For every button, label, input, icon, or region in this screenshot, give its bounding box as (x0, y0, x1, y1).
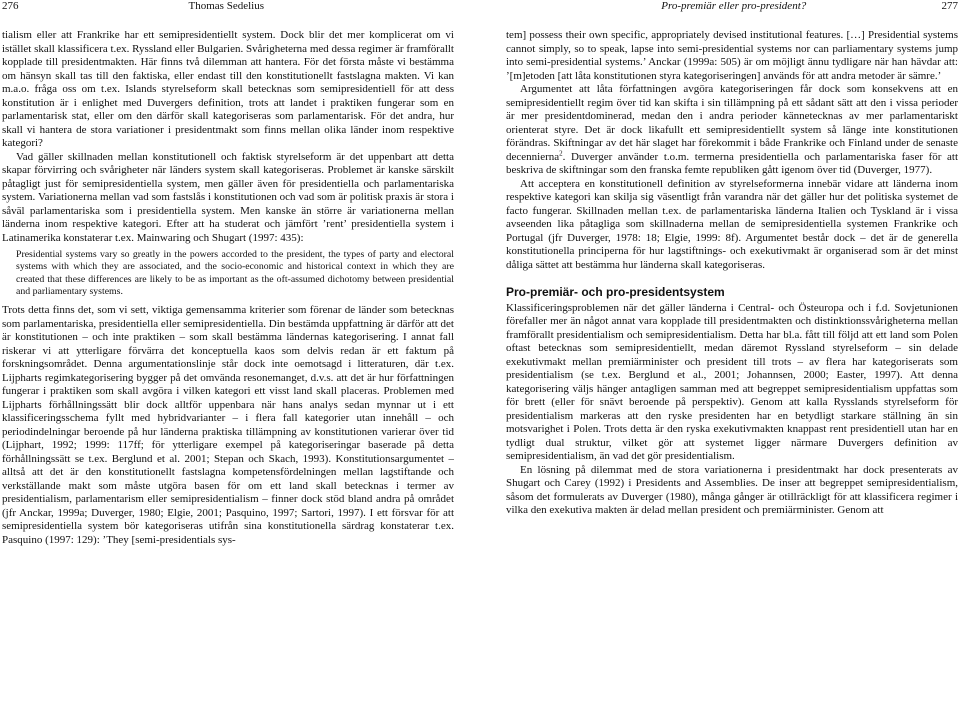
right-page-body (506, 29, 958, 518)
body-paragraph: Klassificeringsproblemen när det gäller länderna i Central- och Östeuropa och i f.d. Sovjetunionen förefaller mer än något annat vara kopplade till presidentmakten och distinktionssvårigheterna mellan framförallt presidentialism och semipresidentialism. Detta har bl.a. fått till följd att ett land som Polen oftast betecknas som semipresidentiellt, medan däremot Ryssland styrelseform – sin delade exekutivmakt mellan premiärminister och president till trots – av flera har kategoriserats som presidentialism (se t.ex. Berglund et al., 2001; Johannsen, 2000; Easter, 1997). Att denna kategorisering väljs hänger antagligen samman med att begreppet semipresidentialism uppfattas som för brett (eller för snävt beroende på perspektiv). Genom att kalla Rysslands styrelseform för presidentialism markeras att den ryske presidenten har en betydligt starkare ställning än sin motsvarighet i Polen. Trots detta är den ryska exekutivmakten knappast rent presidentiell utan har en tydligt dual struktur, vilket gör att systemet ligger närmare Duvergers definition av semipresidentialism, än vad det gör presidentialism. (506, 301, 958, 462)
right-page (506, 0, 958, 716)
body-paragraph: Trots detta finns det, som vi sett, viktiga gemensamma kriterier som förenar de länder som betecknas som parlamentariska, presidentiella eller semipresidentiella. Din bestämda uppfattning är därför att det är konstitutionen – och inte praktiken – som skall bestämma ländernas kategorisering. I annat fall riskerar vi att ytterligare förvärra det konceptuella kaos som delvis redan är ett faktum på forskningsområdet. Denna argumentationslinje står dock inte oemotsagd i litteraturen, där t.ex. Lijpharts regimkategorisering bygger på det omvända resonemanget, d.v.s. att det är hur författningen fungerar i praktiken som skall avgöra i vilken kategori ett visst land skall placeras. Problemen med Lijpharts förhållningssätt blir dock alltför uppenbara när hans analys sedan mynnar ut i ett klassificeringsschema fyllt med hybridvarianter – i flera fall kategorier utan innehåll – och periodindelningar beroende på hur länderna praktiska tillämpning av konstitutionen varierar över tid (Lijphart, 1992; 1999: 117ff; för ytterligare exempel på kategoriseringar baserade på detta förhållningssätt se t.ex. Berglund et al. 2001; Stepan och Skach, 1993). Konstitutionsargumentet – alltså att det är den konstitutionellt fastslagna kompetensfördelningen mellan lagstiftande och verkställande makt som måste utgöra basen för om ett land skall betecknas i termer av presidentialism, parlamentarism eller semipresidentialism – finner dock stöd bland andra på området (jfr Anckar, 1999a; Duverger, 1980; Elgie, 2001; Pasquino, 1997; Sartori, 1997). I ett försvar för att semipresidentiella system bör kategoriseras utifrån sina konstitutionella särdrag konstaterar t.ex. Pasquino (1997: 129): ’They [semi-presidentials sys- (2, 304, 454, 546)
body-paragraph: tem] possess their own specific, appropriately devised institutional features. […] Presidential systems cannot simply, so to speak, lapse into semi-presidential systems nor can parliamentary systems jump into semi-presidential systems.’ Anckar (1999a: 505) är om möjligt ännu tydligare när han hävdar att: ’[m]etoden [att låta konstitutionen styra kategoriseringen] används för att andra metoder är sämre.’ (506, 29, 958, 82)
body-paragraph (506, 83, 958, 178)
paragraph-text: . Duverger använder t.o.m. termerna presidentiella och parlamentariska faser för att beskriva de skiftningar som den franska femte republiken gått igenom över tid (Duverger, 1977). (506, 150, 958, 176)
body-paragraph: tialism eller att Frankrike har ett semipresidentiellt system. Dock blir det mer komplicerat om vi istället skall klassificera t.ex. Ryssland eller Bulgarien. Svårigheterna med dessa regimer är framförallt kopplade till presidentmakten. Här finns två dilemman att hantera. För det första måste vi bestämma om hänsyn skall tas till den faktiska, eller endast till den konstitutionellt fastslagna makten. Vi kan m.a.o. fråga oss om t.ex. Islands styrelseform skall betecknas som semipresidentiell för att dess konstitution är i enlighet med Duvergers definition, trots att landet i praktiken fungerar som en parlamentarisk stat, eller om den därför skall kategoriseras som parlamentarisk. För det andra, hur skall vi hantera de stora variationer i presidentmakt som finns mellan olika länder inom respektive kategori? (2, 29, 454, 149)
left-page-header (2, 0, 454, 13)
running-head-author: Thomas Sedelius (188, 0, 264, 12)
left-page (2, 0, 454, 716)
left-page-body (2, 29, 454, 547)
footnote-mark: 2 (559, 148, 563, 157)
section-heading: Pro-premiär- och pro-presidentsystem (506, 285, 725, 299)
body-paragraph: Vad gäller skillnaden mellan konstitutionell och faktisk styrelseform är det uppenbart att detta skapar förvirring och svårigheter när länders system skall kategoriseras. Problemet är kanske särskilt påtagligt just för semipresidentiella system, men gäller även för presidentiella och parlamentariska system. Variationerna mellan vad som fastslås i konstitutionen och vad som är politisk praxis är stora i såväl parlamentariska som i presidentiella system. Men kanske än större är variationerna mellan länderna inom respektive kategori. Efter att ha studerat och jämfört ’rent’ presidentiella system i Latinamerika konstaterar t.ex. Mainwaring och Shugart (1997: 435): (2, 150, 454, 244)
body-paragraph: En lösning på dilemmat med de stora variationerna i presidentmakt har dock presenterats av Shugart och Carey (1992) i Presidents and Assemblies. De inser att begreppet semipresidentialism, såsom det formulerats av Duverger (1980), många gånger är otillräckligt för att klassificera regimer i vilka den exekutiva makten är delad mellan president och premiärminister. Genom att (506, 463, 958, 516)
page-number-left: 276 (2, 0, 19, 12)
paragraph-text: Argumentet att låta författningen avgöra kategoriseringen får dock som konsekvens att en semipresidentiellt regim över tid kan skifta i sin tillämpning på ett sådant sätt att den i vissa perioder är mer presidentdominerad, medan den i andra perioder kännetecknas av mer parlamentariskt orienterat styre. Det är dock likafullt ett semipresidentiellt system så länge inte konstitutionen förändras. Skiftningar av det här slaget har förekommit i både Frankrike och Finland under de senaste decennierna (506, 83, 958, 163)
body-paragraph: Att acceptera en konstitutionell definition av styrelseformerna innebär vidare att länderna inom respektive kategori kan skilja sig väsentligt från varandra när det gäller hur det politiska systemet de facto fungerar. Skillnaden mellan t.ex. de parlamentariska länderna Italien och Tyskland är i vissa avseenden lika påtagliga som skillnaderna mellan de semipresidentiella systemen Frankrike och Portugal (jfr Duverger, 1978: 18; Elgie, 1999: 8f). Argumentet består dock – det är de generella konstitutionella principerna för hur lagstiftnings- och exekutivmakt är organiserad som är det minst dåliga sättet att bestämma hur länderna skall kategoriseras. (506, 177, 958, 271)
block-quote: Presidential systems vary so greatly in the powers accorded to the president, the types of party and electoral systems with which they are associated, and the socio-economic and historical context in which they are created that these differences are likely to be as important as the oft-assumed dichotomy between presidential and parliamentary systems. (16, 249, 454, 297)
right-page-header (506, 0, 958, 13)
running-head-title: Pro-premiär eller pro-president? (661, 0, 807, 12)
page-number-right: 277 (941, 0, 958, 12)
